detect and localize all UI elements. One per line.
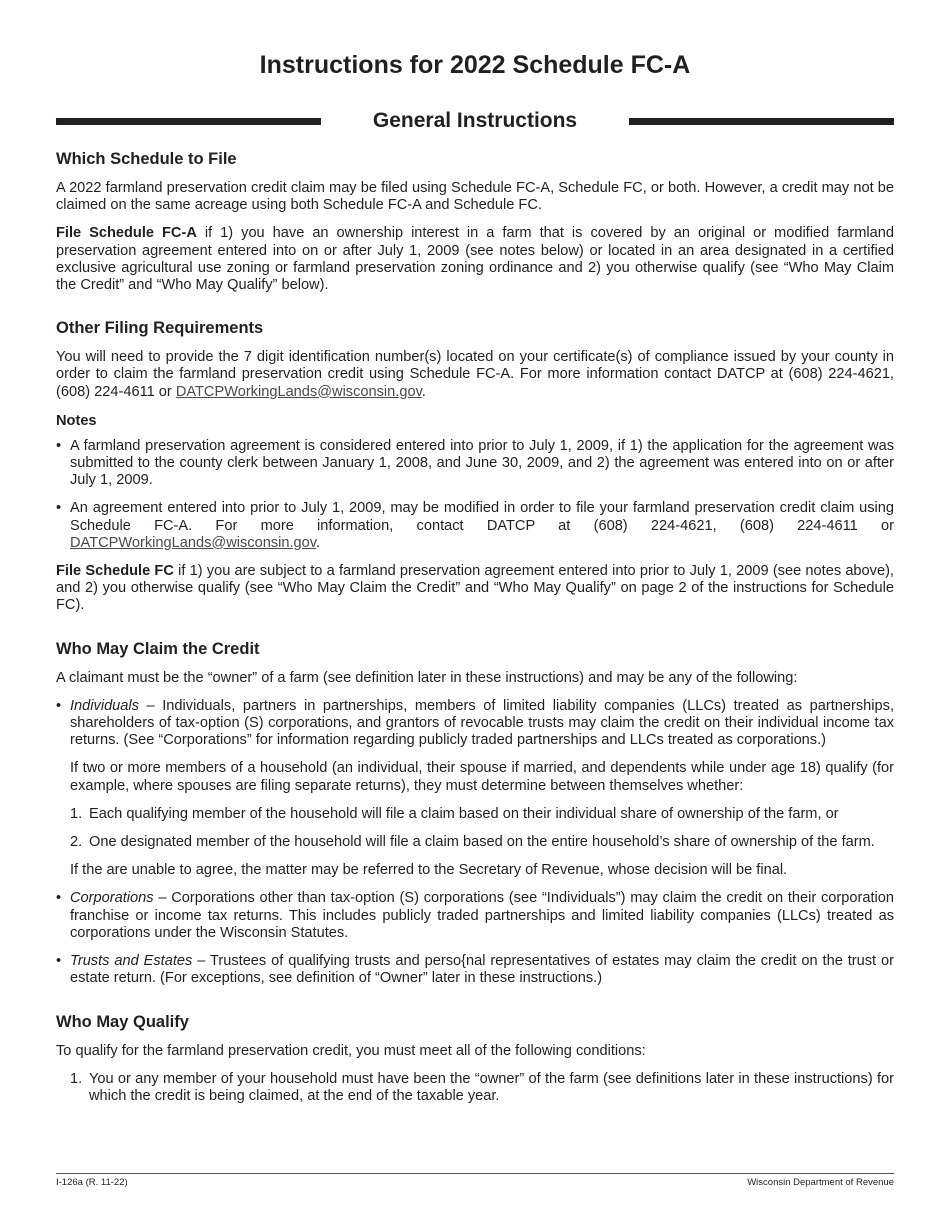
trusts-text <box>70 953 894 987</box>
qualify-condition <box>70 1071 894 1105</box>
condition-number: 1. <box>70 1070 83 1087</box>
note-2-period: . <box>315 534 321 551</box>
option-number: 2. <box>70 834 83 851</box>
notes-heading: Notes <box>56 412 97 429</box>
file-fc-paragraph <box>56 563 894 615</box>
page-footer <box>56 1173 894 1188</box>
claimant-item-trusts <box>56 953 894 987</box>
option-number: 1. <box>70 805 83 822</box>
which-schedule-heading: Which Schedule to File <box>56 150 237 168</box>
corporations-text <box>70 890 894 942</box>
other-filing-text: You will need to provide the 7 digit identification number(s) located on your certificate(s) of compliance issued by your county in order to claim the farmland preservation credit using Schedule FC-A. For more information contact DATCP at (608) 224-4621, (608) 224-4611 or <box>56 349 894 400</box>
other-filing-heading: Other Filing Requirements <box>56 319 264 338</box>
household-option <box>70 834 894 851</box>
bullet: • <box>56 500 62 517</box>
household-option <box>70 806 894 823</box>
condition-text: You or any member of your household must have been the “owner” of the farm (see definitions later in these instructions) for which the credit is being claimed, at the end of the taxable year. <box>89 1070 894 1104</box>
option-text: Each qualifying member of the household will file a claim based on their individual share of ownership of the farm, or <box>89 805 839 822</box>
bullet: • <box>56 953 62 970</box>
file-fc-a-label: File Schedule FC-A <box>56 225 197 242</box>
bullet: • <box>56 697 62 714</box>
note-item <box>56 500 894 552</box>
bullet: • <box>56 437 62 454</box>
note-2-text: An agreement entered into prior to July 1, 2009, may be modified in order to file your farmland preservation credit claim using Schedule FC-A. For more information, contact DATCP at (608) 224-4621, (608) 224-4611 or <box>70 500 894 534</box>
note-text <box>70 500 894 552</box>
individuals-label: Individuals <box>70 697 139 714</box>
datcp-email-link[interactable]: DATCPWorkingLands@wisconsin.gov <box>175 383 422 400</box>
trusts-label: Trusts and Estates <box>70 953 193 970</box>
unable-to-agree-paragraph: If the are unable to agree, the matter may be referred to the Secretary of Revenue, whose decision will be final. <box>70 862 788 879</box>
who-qualify-heading: Who May Qualify <box>56 1012 189 1031</box>
who-qualify-intro: To qualify for the farmland preservation credit, you must meet all of the following conditions: <box>56 1042 646 1059</box>
form-id: I-126a (R. 11-22) <box>56 1177 128 1188</box>
document-title: Instructions for 2022 Schedule FC-A <box>259 51 691 79</box>
file-fc-label: File Schedule FC <box>56 563 174 580</box>
who-claim-intro: A claimant must be the “owner” of a farm (see definition later in these instructions) and may be any of the following: <box>56 669 798 686</box>
bullet: • <box>56 890 62 907</box>
note-item <box>56 438 894 490</box>
agency-name: Wisconsin Department of Revenue <box>747 1177 894 1188</box>
individuals-text <box>70 698 894 750</box>
file-fc-a-paragraph <box>56 225 894 294</box>
file-fc-a-text: if 1) you have an ownership interest in a farm that is covered by an original or modified farmland preservation agreement entered into on or after July 1, 2009 (see notes below) or located in an area designated in a certified exclusive agricultural use zoning or farmland preservation zoning ordinance and 2) you otherwise qualify (see “Who May Claim the Credit” and “Who May Qualify” below). <box>56 225 894 294</box>
file-fc-text: if 1) you are subject to a farmland preservation agreement entered into prior to July 1, 2009 (see notes above), and 2) you otherwise qualify (see “Who May Claim the Credit” and “Who May Qualify” on page 2 of the instructions for Schedule FC). <box>56 563 894 614</box>
section-rule-left <box>56 118 321 125</box>
section-rule-right <box>629 118 894 125</box>
household-paragraph: If two or more members of a household (an individual, their spouse if married, and dependents while under age 18) qualify (for example, where spouses are filing separate returns), they must determine between themselves whether: <box>70 760 894 794</box>
who-claim-heading: Who May Claim the Credit <box>56 639 260 658</box>
trusts-description: – Trustees of qualifying trusts and perso{nal representatives of estates may claim the credit on the trust or estate return. (For exceptions, see definition of “Owner” later in these instructions.) <box>70 953 894 987</box>
other-filing-period: . <box>421 383 426 400</box>
corporations-description: – Corporations other than tax-option (S) corporations (see “Individuals”) may claim the credit on their corporation franchise or income tax returns. This includes publicly traded partnerships and limited liability companies (LLCs) treated as corporations under the Wisconsin Statutes. <box>70 890 894 941</box>
datcp-email-link[interactable]: DATCPWorkingLands@wisconsin.gov <box>70 534 316 551</box>
which-schedule-paragraph: A 2022 farmland preservation credit claim may be filed using Schedule FC-A, Schedule FC, or both. However, a credit may not be claimed on the same acreage using both Schedule FC-A and Schedule FC. <box>56 180 894 214</box>
section-header <box>56 106 894 136</box>
note-text: A farmland preservation agreement is considered entered into prior to July 1, 2009, if 1) the application for the agreement was submitted to the county clerk between January 1, 2008, and June 30, 2009, and 2) the agreement was entered into on or after July 1, 2009. <box>70 437 894 489</box>
section-title: General Instructions <box>372 109 578 132</box>
instructions-body <box>56 148 894 1116</box>
individuals-description: – Individuals, partners in partnerships, members of limited liability companies (LLCs) treated as partnerships, shareholders of tax-option (S) corporations, and grantors of revocable trusts may claim the credit on their individual income tax returns. (See “Corporations” for information regarding publicly traded partnerships and LLCs treated as corporations.) <box>70 697 894 749</box>
other-filing-paragraph <box>56 349 894 401</box>
claimant-item-corporations <box>56 890 894 942</box>
corporations-label: Corporations <box>70 890 154 907</box>
claimant-item-individuals <box>56 698 894 750</box>
option-text: One designated member of the household will file a claim based on the entire household’s share of ownership of the farm. <box>89 834 875 851</box>
